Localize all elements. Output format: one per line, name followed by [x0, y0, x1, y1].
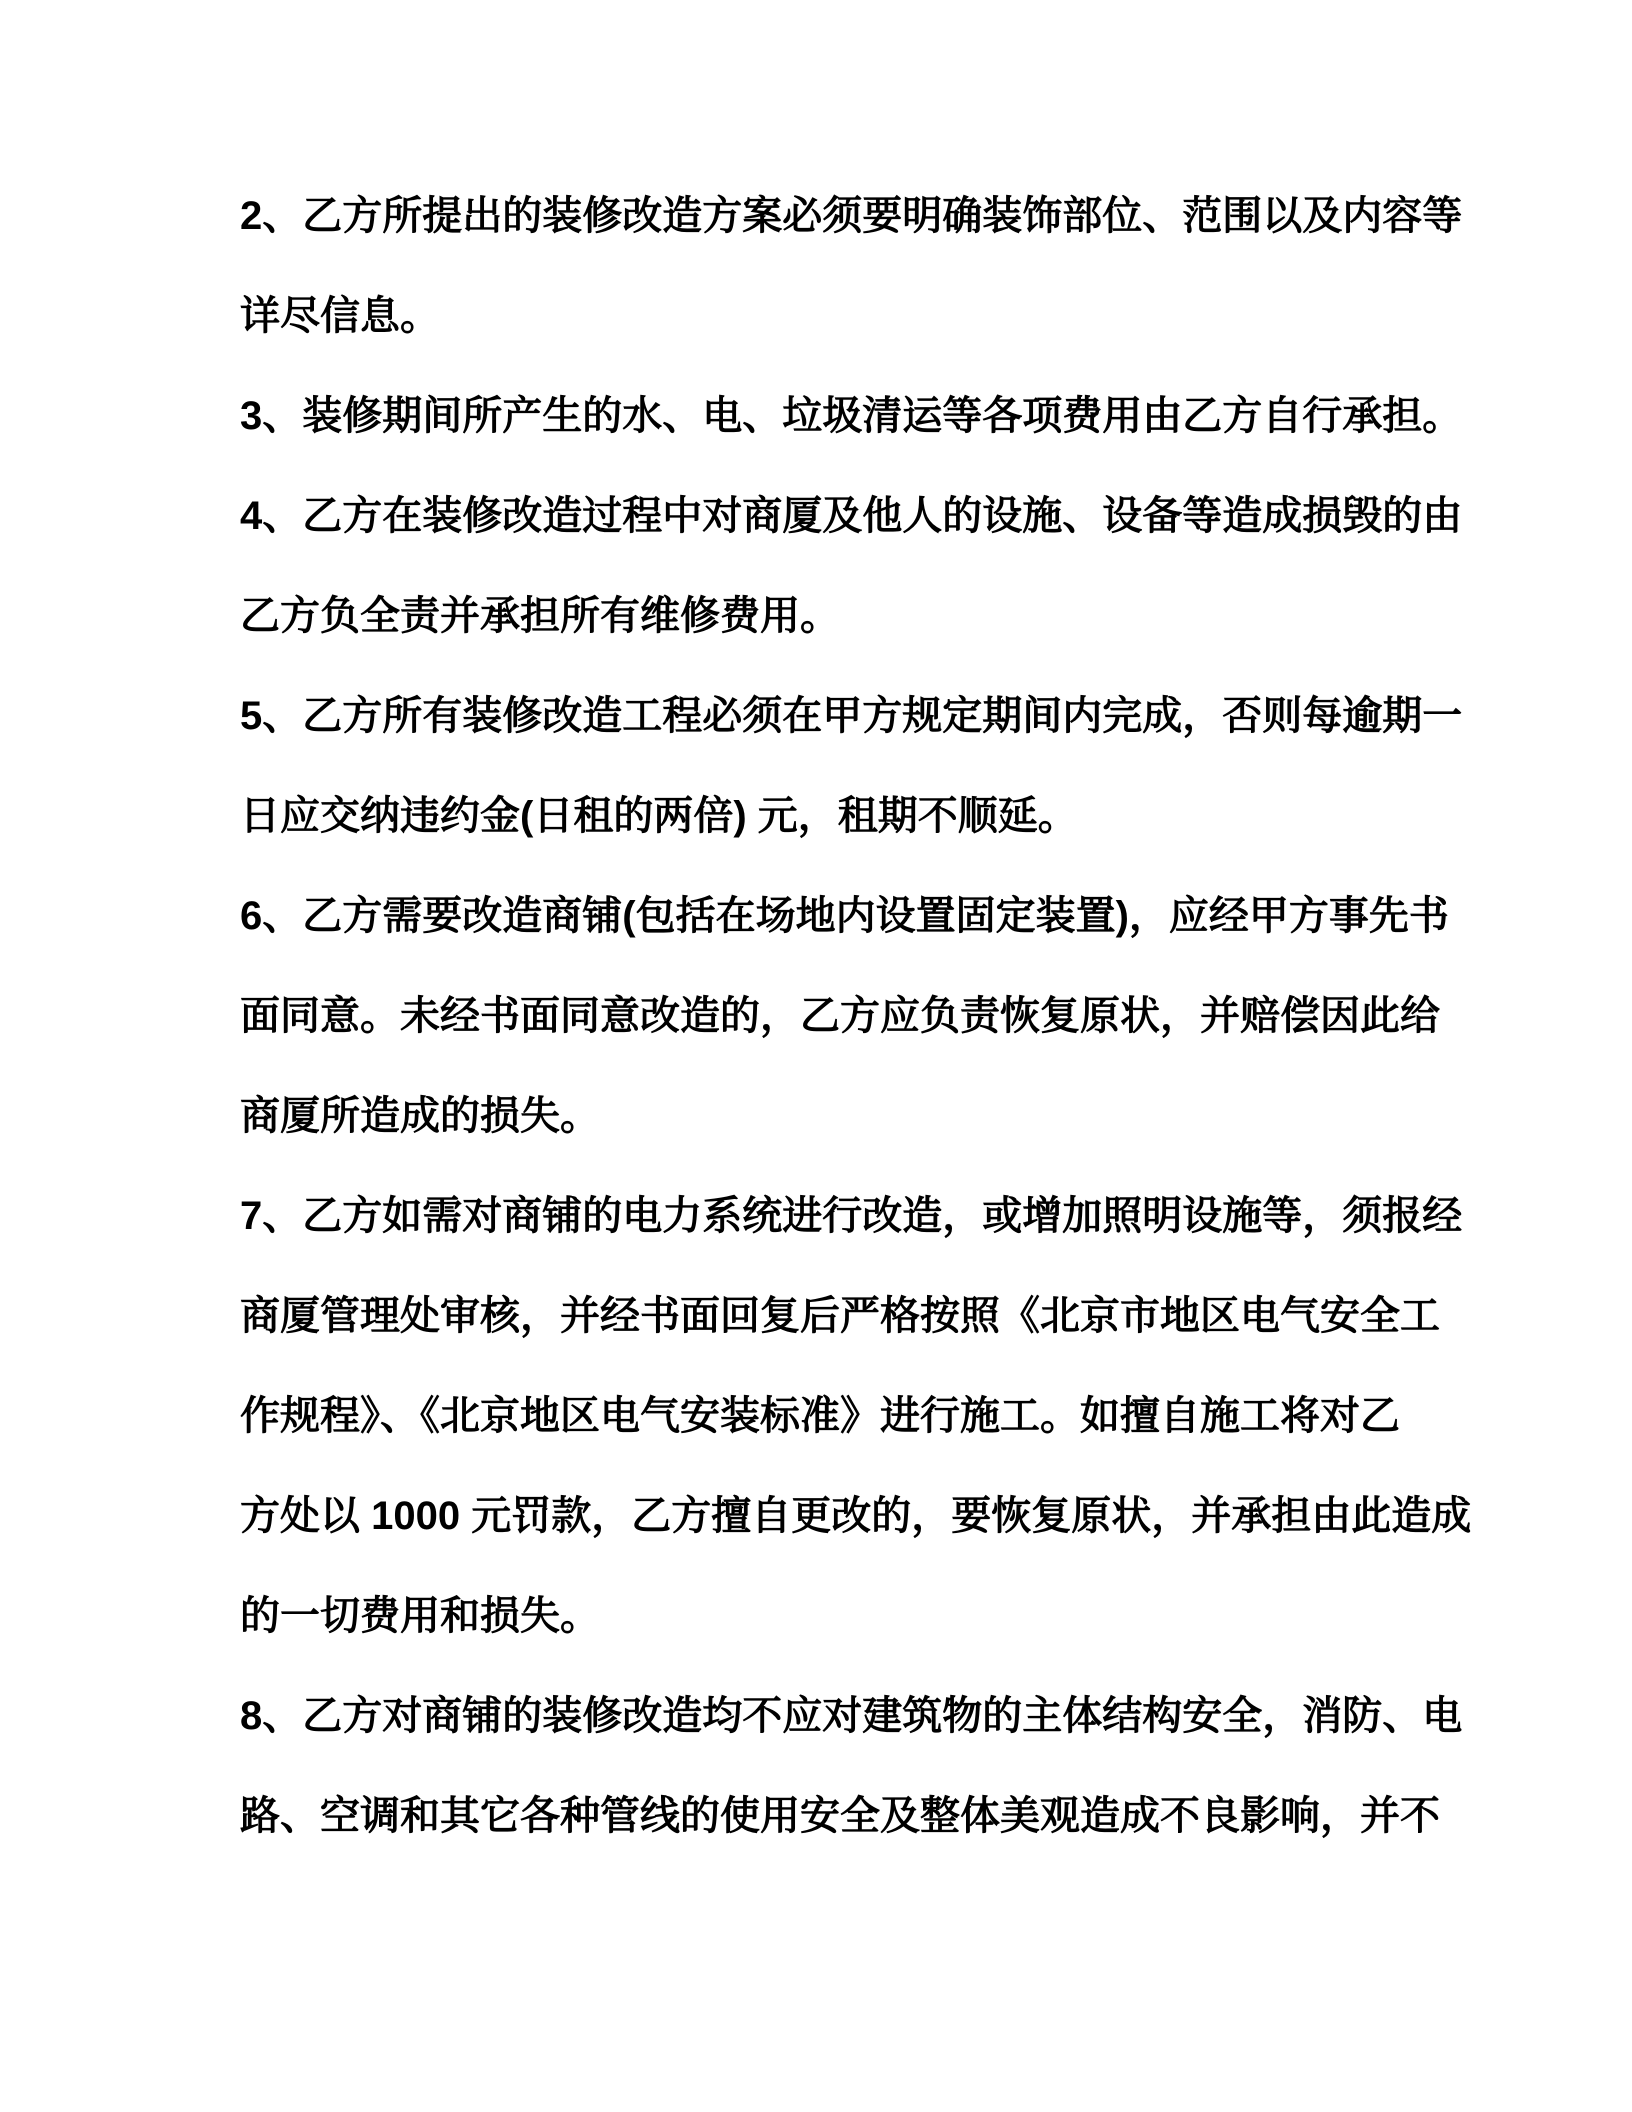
text-line-clause4-1: 4、乙方在装修改造过程中对商厦及他人的设施、设备等造成损毁的由	[240, 494, 1463, 538]
document-body	[240, 166, 1520, 1866]
text-line-clause8-2: 路、空调和其它各种管线的使用安全及整体美观造成不良影响，并不	[240, 1794, 1440, 1838]
text-line-clause2-2: 详尽信息。	[240, 294, 440, 338]
text-line-clause4-2: 乙方负全责并承担所有维修费用。	[240, 594, 840, 638]
text-line-clause7-3: 作规程》、《北京地区电气安装标准》进行施工。如擅自施工将对乙	[240, 1394, 1400, 1438]
text-line-clause7-1: 7、乙方如需对商铺的电力系统进行改造，或增加照明设施等，须报经	[240, 1194, 1463, 1238]
text-line-clause2-1: 2、乙方所提出的装修改造方案必须要明确装饰部位、范围以及内容等	[240, 194, 1463, 238]
text-line-clause7-4: 方处以 1000 元罚款，乙方擅自更改的，要恢复原状，并承担由此造成	[240, 1494, 1472, 1538]
text-line-clause7-2: 商厦管理处审核，并经书面回复后严格按照《北京市地区电气安全工	[240, 1294, 1440, 1338]
text-line-clause6-1: 6、乙方需要改造商铺(包括在场地内设置固定装置)，应经甲方事先书	[240, 894, 1449, 938]
text-line-clause6-3: 商厦所造成的损失。	[240, 1094, 600, 1138]
text-line-clause5-2: 日应交纳违约金(日租的两倍) 元，租期不顺延。	[240, 794, 1078, 838]
text-line-clause3-1: 3、装修期间所产生的水、电、垃圾清运等各项费用由乙方自行承担。	[240, 394, 1463, 438]
text-line-clause6-2: 面同意。未经书面同意改造的，乙方应负责恢复原状，并赔偿因此给	[240, 994, 1440, 1038]
text-line-clause5-1: 5、乙方所有装修改造工程必须在甲方规定期间内完成，否则每逾期一	[240, 694, 1463, 738]
text-line-clause7-5: 的一切费用和损失。	[240, 1594, 600, 1638]
text-line-clause8-1: 8、乙方对商铺的装修改造均不应对建筑物的主体结构安全，消防、电	[240, 1694, 1463, 1738]
